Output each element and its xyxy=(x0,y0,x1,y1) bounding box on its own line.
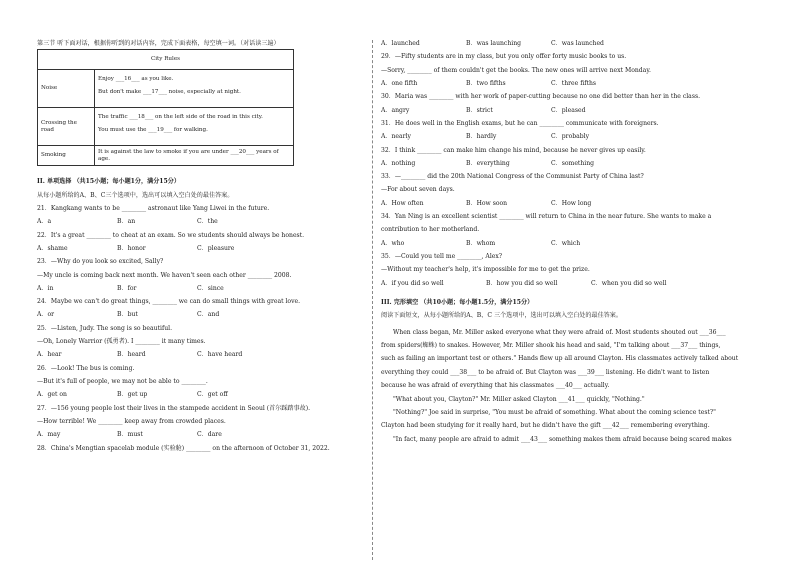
question-28-options xyxy=(381,40,711,47)
noise-line-2: But don't make ___17___ noise, especially at night. xyxy=(98,89,241,96)
option[interactable]: C．which xyxy=(551,239,581,247)
section-2-instructions: 从每小题所给的A、B、C三个选项中，选出可以填入空白处的最佳答案。 xyxy=(37,191,234,199)
question-24: 24．Maybe we can't do great things, ________ we can do small things with great love. xyxy=(37,298,301,306)
question-26-a: 26．—Look! The bus is coming. xyxy=(37,364,135,372)
option[interactable]: C．since xyxy=(197,284,224,292)
option[interactable]: C．three fifths xyxy=(551,79,597,87)
question-30-options xyxy=(381,107,711,114)
question-35-b: —Without my teacher's help, it's impossible for me to get the prize. xyxy=(381,266,590,274)
option[interactable]: B．an xyxy=(117,218,136,226)
option[interactable]: A．a xyxy=(37,218,52,226)
option[interactable]: B．two fifths xyxy=(466,79,506,87)
option[interactable]: C．pleasure xyxy=(197,244,235,252)
question-23-b: —My uncle is coming back next month. We haven't seen each other ________ 2008. xyxy=(37,271,292,279)
option[interactable]: B．but xyxy=(117,311,138,319)
option[interactable]: C．the xyxy=(197,218,218,226)
question-21-options xyxy=(37,218,337,225)
option[interactable]: A．if you did so well xyxy=(381,279,444,287)
crossing-line-1: The traffic ___18___ on the left side of the road in this city. xyxy=(98,114,263,121)
section-3-cloze-title: III. 完形填空 （共10小题；每小题1.5分，满分15分） xyxy=(381,298,534,306)
passage-line: such as failing an important test or others." Hands flew up all around Clayton. His classmates actively talked about xyxy=(381,355,739,363)
option[interactable]: B．honor xyxy=(117,244,146,252)
option[interactable]: C．get off xyxy=(197,391,228,399)
option[interactable]: C．probably xyxy=(551,133,590,141)
cloze-passage xyxy=(381,326,739,447)
section-3-listening-title: 第三节 听下面对话，根据你听到的对话内容，完成下面表格，每空填一词。（对话读三遍） xyxy=(37,40,280,47)
question-33-options xyxy=(381,200,711,207)
option[interactable]: C．when you did so well xyxy=(591,279,667,287)
question-35-options xyxy=(381,280,711,287)
question-26-b: —But it's full of people, we may not be able to ________. xyxy=(37,378,208,385)
question-25-options xyxy=(37,351,337,358)
question-31-options xyxy=(381,133,711,140)
question-29-b: —Sorry, ________ of them couldn't get the books. The new ones will arrive next Monday. xyxy=(381,66,651,74)
option[interactable]: B．How soon xyxy=(466,199,508,207)
question-33-a: 33．—________ did the 20th National Congress of the Communist Party of China last? xyxy=(381,173,644,181)
passage-line: from spiders(蜘蛛) to snakes. However, Mr. Miller shook his head and said, "I'm talking about ___37___ things, xyxy=(381,341,721,349)
right-column xyxy=(381,40,739,446)
option[interactable]: B．everything xyxy=(466,159,510,167)
question-23-a: 23．—Why do you look so excited, Sally? xyxy=(37,258,164,266)
option[interactable]: B．how you did so well xyxy=(486,279,558,287)
row-label-crossing: Crossing the road xyxy=(38,108,95,146)
row-label-noise: Noise xyxy=(38,70,95,108)
option[interactable]: B．was launching xyxy=(466,40,522,47)
section-3-instructions: 阅读下面短文，从每小题所给的A、B、C 三个选项中，选出可以填入空白处的最佳答案。 xyxy=(381,312,622,320)
passage-line: because he was afraid of everything that his classmates ___40___ actually. xyxy=(381,382,610,390)
option[interactable]: A．one fifth xyxy=(381,79,418,87)
option[interactable]: C．something xyxy=(551,159,595,167)
option[interactable]: A．who xyxy=(381,239,405,247)
question-33-b: —For about seven days. xyxy=(381,186,455,194)
question-32: 32．I think ________ can make him change his mind, because he never gives up easily. xyxy=(381,146,646,154)
smoking-line: It is against the law to smoke if you are under ___20___ years of age. xyxy=(95,146,294,166)
table-header: City Rules xyxy=(38,50,294,70)
option[interactable]: B．whom xyxy=(466,239,496,247)
option[interactable]: A．get on xyxy=(37,391,67,399)
option[interactable]: C．pleased xyxy=(551,106,586,114)
question-26-options xyxy=(37,391,337,398)
passage-line: "What about you, Clayton?" Mr. Miller asked Clayton ___41___ quickly, "Nothing." xyxy=(393,395,645,403)
question-25-a: 25．—Listen, Judy. The song is so beautiful. xyxy=(37,324,173,332)
option[interactable]: A．launched xyxy=(381,40,420,47)
passage-line: When class began, Mr. Miller asked everyone what they were afraid of. Most students shouted out ___36___ xyxy=(393,328,726,336)
left-column xyxy=(37,40,337,452)
question-30: 30．Maria was ________ with her work of paper-cutting because no one did better than her in the class. xyxy=(381,93,701,101)
question-25-b: —Oh, Lonely Warrior (孤勇者). I ________ it many times. xyxy=(37,338,206,346)
option[interactable]: A．nearly xyxy=(381,133,411,141)
section-2-title: II. 单项选择 （共15小题；每小题1分，满分15分） xyxy=(37,178,180,186)
passage-line: Clayton had been studying for it really hard, but he didn't have the gift ___42___ remembering everything. xyxy=(381,422,710,430)
question-34-b: contribution to her motherland. xyxy=(381,226,480,234)
column-divider xyxy=(372,40,373,560)
question-28: 28．China's Mengtian spacelab module (实验舱) ________ on the afternoon of October 31, 2022. xyxy=(37,444,330,452)
option[interactable]: C．have heard xyxy=(197,351,243,359)
option[interactable]: A．How often xyxy=(381,199,424,207)
option[interactable]: A．shame xyxy=(37,244,68,252)
option[interactable]: B．hardly xyxy=(466,133,497,141)
question-23-options xyxy=(37,285,337,292)
option[interactable]: A．angry xyxy=(381,106,410,114)
option[interactable]: B．must xyxy=(117,431,143,439)
option[interactable]: C．was launched xyxy=(551,40,604,47)
passage-line: everything they could ___38___ to be afraid of. But Clayton was ___39___ listening. He didn't want to listen xyxy=(381,368,710,376)
question-22: 22．It's a great ________ to cheat at an exam. So we students should always be honest. xyxy=(37,231,305,239)
question-27-b: —How terrible! We ________ keep away from crowded places. xyxy=(37,417,226,425)
option[interactable]: A．or xyxy=(37,311,55,319)
question-29-a: 29．—Fifty students are in my class, but you only offer forty music books to us. xyxy=(381,53,627,61)
noise-line-1: Enjoy ___16___ as you like. xyxy=(98,76,174,83)
question-29-options xyxy=(381,80,711,87)
city-rules-table xyxy=(37,49,294,166)
passage-line: "Nothing?" Joe said in surprise, "You must be afraid of something. What about the coming science test?" xyxy=(393,409,716,416)
question-35-a: 35．—Could you tell me ________, Alex? xyxy=(381,253,503,260)
question-27-options xyxy=(37,431,337,438)
question-34-a: 34．Yan Ning is an excellent scientist ________ will return to China in the near future. She wants to make a xyxy=(381,213,712,221)
option[interactable]: C．dare xyxy=(197,431,222,439)
option[interactable]: A．nothing xyxy=(381,159,416,167)
option[interactable]: B．get up xyxy=(117,391,148,399)
passage-line: "In fact, many people are afraid to admit ___43___ something makes them afraid because being scared makes xyxy=(393,435,732,443)
crossing-line-2: You must use the ___19___ for walking. xyxy=(98,127,208,134)
option[interactable]: C．How long xyxy=(551,199,592,207)
question-22-options xyxy=(37,245,337,252)
option[interactable]: B．strict xyxy=(466,106,493,114)
question-27-a: 27．—156 young people lost their lives in the stampede accident in Seoul (首尔踩踏事故). xyxy=(37,404,311,412)
question-21: 21．Kangkang wants to be ________ astronaut like Yang Liwei in the future. xyxy=(37,204,270,212)
option[interactable]: A．hear xyxy=(37,351,62,359)
question-34-options xyxy=(381,240,711,247)
option[interactable]: B．for xyxy=(117,284,137,292)
option[interactable]: C．and xyxy=(197,311,220,319)
question-24-options xyxy=(37,311,337,318)
row-label-smoking: Smoking xyxy=(38,146,95,166)
option[interactable]: A．may xyxy=(37,431,61,439)
question-32-options xyxy=(381,160,711,167)
question-31: 31．He does well in the English exams, but he can ________ communicate with foreigners. xyxy=(381,119,659,127)
option[interactable]: B．heard xyxy=(117,351,146,359)
option[interactable]: A．in xyxy=(37,284,54,292)
